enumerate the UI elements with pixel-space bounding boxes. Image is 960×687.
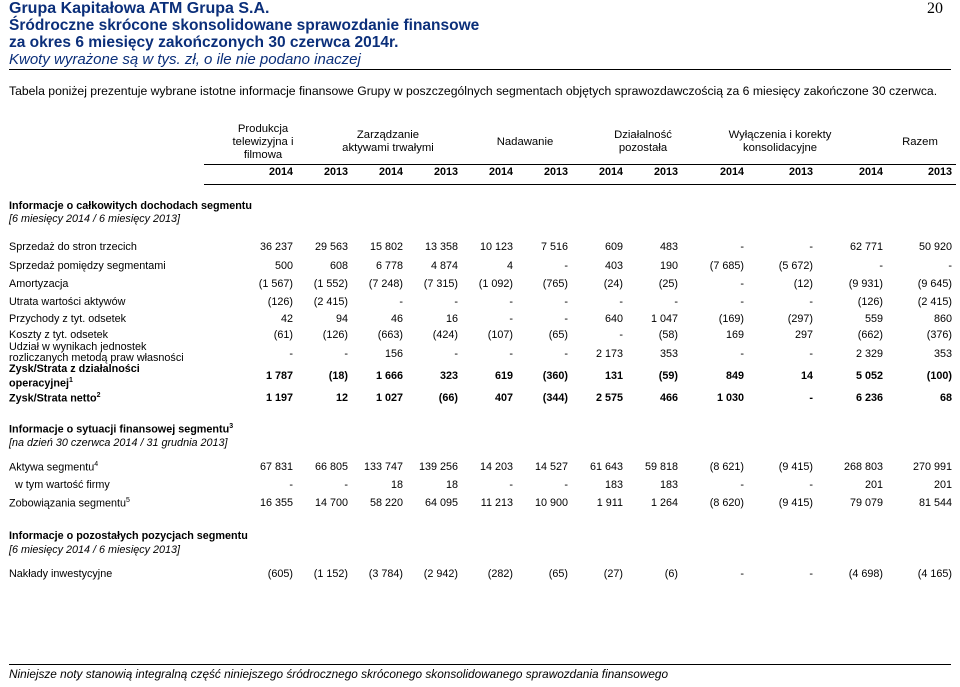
year-label: 2014 [488, 166, 513, 178]
table-cell: 183 [604, 479, 623, 491]
table-cell: 190 [659, 260, 678, 272]
table-cell: - [809, 392, 813, 404]
row-label [9, 278, 68, 290]
footnote-mark: 4 [94, 461, 99, 468]
table-cell: 6 778 [375, 260, 403, 272]
table-cell: 201 [864, 479, 883, 491]
table-cell: (8 620) [709, 497, 744, 509]
table-cell: 169 [725, 329, 744, 341]
row-label [9, 342, 184, 364]
table-cell: (7 685) [709, 260, 744, 272]
row-label-text: Amortyzacja [9, 278, 69, 290]
table-cell: 42 [280, 313, 293, 325]
table-cell: (344) [542, 392, 568, 404]
table-cell: - [809, 296, 813, 308]
row-label-text: Zysk/Strata z działalności [9, 363, 140, 375]
row-label-text: Utrata wartości aktywów [9, 296, 126, 308]
table-cell: - [509, 479, 513, 491]
table-cell: 1 911 [596, 497, 623, 509]
table-cell: 13 358 [424, 241, 458, 253]
table-cell: - [454, 348, 458, 360]
table-cell: 59 818 [644, 461, 678, 473]
table-cell: - [674, 296, 678, 308]
table-cell: (9 931) [848, 278, 883, 290]
table-cell: 1 030 [716, 392, 744, 404]
row-label [9, 497, 130, 510]
table-cell: - [740, 568, 744, 580]
table-cell: - [740, 296, 744, 308]
table-cell: (7 248) [368, 278, 403, 290]
year-label: 2013 [653, 166, 678, 178]
column-header-broadcasting: Nadawanie [496, 135, 554, 148]
table-cell: 58 220 [369, 497, 403, 509]
year-header-row [0, 166, 960, 180]
row-label-text: w tym wartość firmy [15, 479, 110, 491]
company-name: Grupa Kapitałowa ATM Grupa S.A. [9, 0, 270, 17]
table-cell: - [740, 348, 744, 360]
units-note: Kwoty wyrażone są w tys. zł, o ile nie podano inaczej [9, 51, 361, 68]
table-cell: 1 787 [265, 370, 293, 382]
table-cell: - [809, 348, 813, 360]
table-cell: 81 544 [918, 497, 952, 509]
table-cell: - [809, 568, 813, 580]
page-header [9, 0, 951, 70]
row-label-text: Sprzedaż pomiędzy segmentami [9, 260, 166, 272]
table-cell: 64 095 [424, 497, 458, 509]
table-row [0, 313, 960, 327]
footnote-mark: 1 [69, 377, 73, 384]
header-rule-top [204, 164, 956, 165]
table-cell: 183 [659, 479, 678, 491]
table-cell: - [564, 260, 568, 272]
table-cell: 1 047 [650, 313, 678, 325]
table-cell: 79 079 [849, 497, 883, 509]
footnote-mark: 5 [126, 497, 130, 504]
row-label [9, 329, 108, 341]
table-cell: 14 700 [314, 497, 348, 509]
table-cell: - [289, 479, 293, 491]
table-cell: (4 698) [848, 568, 883, 580]
table-cell: (24) [603, 278, 623, 290]
table-cell: (18) [328, 370, 348, 382]
table-cell: 46 [390, 313, 403, 325]
table-cell: 18 [445, 479, 458, 491]
table-row [0, 392, 960, 406]
year-label: 2013 [433, 166, 458, 178]
table-cell: 10 123 [479, 241, 513, 253]
column-header-total: Razem [902, 135, 938, 148]
row-label [9, 568, 112, 580]
table-cell: (765) [542, 278, 568, 290]
column-header-eliminations: Wyłączenia i korekty konsolidacyjne [728, 129, 832, 154]
table-cell: - [509, 348, 513, 360]
table-cell: 323 [439, 370, 458, 382]
table-cell: (107) [487, 329, 513, 341]
table-cell: 483 [659, 241, 678, 253]
table-cell: (2 415) [313, 296, 348, 308]
footnote-mark: 2 [96, 392, 101, 399]
table-cell: 133 747 [363, 461, 403, 473]
table-cell: 4 [506, 260, 513, 272]
table-row [0, 278, 960, 292]
table-row [0, 568, 960, 582]
table-cell: (9 415) [778, 497, 813, 509]
table-cell: - [399, 296, 403, 308]
table-cell: (1 567) [258, 278, 293, 290]
table-cell: (66) [438, 392, 458, 404]
table-cell: - [619, 296, 623, 308]
year-label: 2014 [268, 166, 293, 178]
year-label: 2014 [598, 166, 623, 178]
table-cell: 16 [445, 313, 458, 325]
table-cell: 11 213 [480, 497, 513, 509]
row-label [9, 241, 137, 253]
footer-rule [9, 664, 951, 665]
footer-note: Niniejsze noty stanowią integralną część niniejszego śródrocznego skróconego skonsolidowanego sprawozdania finansowego [9, 667, 669, 681]
table-cell: (1 092) [478, 278, 513, 290]
column-header-other: Działalność pozostała [614, 129, 672, 154]
table-cell: - [740, 278, 744, 290]
row-label [9, 461, 98, 474]
table-cell: 353 [659, 348, 678, 360]
year-label: 2014 [378, 166, 403, 178]
table-row [0, 461, 960, 475]
page-number: 20 [927, 0, 943, 17]
table-cell: 66 805 [314, 461, 348, 473]
row-label-text: Zobowiązania segmentu [9, 497, 127, 510]
table-cell: 36 237 [259, 241, 293, 253]
table-cell: 29 563 [314, 241, 348, 253]
table-cell: 18 [390, 479, 403, 491]
section-title-other-items: Informacje o pozostałych pozycjach segmentu [9, 530, 248, 542]
table-cell: (126) [857, 296, 883, 308]
row-label-text-line2: rozliczanych metodą praw własności [9, 352, 184, 364]
table-cell: 201 [933, 479, 952, 491]
table-cell: 1 027 [375, 392, 403, 404]
table-cell: 62 771 [849, 241, 883, 253]
table-cell: 353 [933, 348, 952, 360]
table-cell: (1 152) [313, 568, 348, 580]
table-cell: 139 256 [418, 461, 458, 473]
table-cell: (61) [273, 329, 293, 341]
table-cell: (663) [377, 329, 403, 341]
table-cell: (58) [658, 329, 678, 341]
table-cell: (297) [787, 313, 813, 325]
row-label-text: Sprzedaż do stron trzecich [9, 241, 137, 253]
table-cell: (5 672) [778, 260, 813, 272]
column-header-asset-management: Zarządzanie aktywami trwałymi [342, 129, 434, 154]
table-row [0, 363, 960, 390]
year-label: 2013 [323, 166, 348, 178]
table-cell: (27) [603, 568, 623, 580]
row-label [9, 296, 125, 308]
table-cell: (2 415) [917, 296, 952, 308]
table-cell: - [809, 241, 813, 253]
table-cell: 407 [494, 392, 513, 404]
table-cell: 849 [725, 370, 744, 382]
table-cell: (605) [267, 568, 293, 580]
table-cell: (424) [432, 329, 458, 341]
table-cell: 2 575 [595, 392, 623, 404]
table-cell: 68 [939, 392, 952, 404]
table-cell: (360) [542, 370, 568, 382]
year-label: 2013 [927, 166, 952, 178]
row-label-text: Zysk/Strata netto [9, 392, 97, 405]
table-cell: (1 552) [313, 278, 348, 290]
table-cell: (59) [658, 370, 678, 382]
table-cell: - [948, 260, 952, 272]
section-subtitle-income: [6 miesięcy 2014 / 6 miesięcy 2013] [9, 213, 181, 225]
section-title-income: Informacje o całkowitych dochodach segmentu [9, 200, 252, 212]
table-cell: - [509, 296, 513, 308]
table-cell: 2 329 [855, 348, 883, 360]
row-label [9, 260, 166, 272]
table-cell: (4 165) [917, 568, 952, 580]
table-cell: 860 [933, 313, 952, 325]
report-title: Śródroczne skrócone skonsolidowane sprawozdanie finansowe [9, 17, 480, 34]
table-cell: 15 802 [369, 241, 403, 253]
column-header-production: Produkcja telewizyjna i filmowa [232, 122, 294, 161]
year-label: 2014 [719, 166, 744, 178]
section-subtitle-other-items: [6 miesięcy 2014 / 6 miesięcy 2013] [9, 544, 181, 556]
table-cell: 466 [659, 392, 678, 404]
table-cell: (8 621) [709, 461, 744, 473]
table-cell: (12) [793, 278, 813, 290]
section-subtitle-financial-position: [na dzień 30 czerwca 2014 / 31 grudnia 2013] [9, 437, 228, 449]
table-cell: (9 645) [917, 278, 952, 290]
table-cell: (9 415) [778, 461, 813, 473]
table-cell: (7 315) [423, 278, 458, 290]
table-cell: 10 900 [534, 497, 568, 509]
table-cell: 131 [604, 370, 623, 382]
table-cell: (282) [487, 568, 513, 580]
table-cell: (65) [548, 568, 568, 580]
table-cell: 7 516 [540, 241, 568, 253]
table-cell: 50 920 [918, 241, 952, 253]
row-label [9, 364, 140, 390]
table-cell: (662) [857, 329, 883, 341]
row-label-text: Aktywa segmentu [9, 461, 95, 474]
table-cell: - [454, 296, 458, 308]
table-row [0, 479, 960, 493]
table-cell: 6 236 [855, 392, 883, 404]
row-label [9, 313, 126, 325]
table-row [0, 497, 960, 511]
table-cell: - [564, 313, 568, 325]
table-cell: (169) [718, 313, 744, 325]
table-cell: - [344, 348, 348, 360]
table-cell: 67 831 [259, 461, 293, 473]
table-cell: 268 803 [843, 461, 883, 473]
table-cell: - [809, 479, 813, 491]
row-label-text: Koszty z tyt. odsetek [9, 329, 109, 341]
table-cell: 1 666 [375, 370, 403, 382]
table-cell: 2 173 [595, 348, 623, 360]
table-cell: (65) [548, 329, 568, 341]
intro-text: Tabela poniżej prezentuje wybrane istotne informacje finansowe Grupy w poszczególnych segmentach objętych sprawozdawczością za 6 miesięcy zakończone 30 czerwca. [9, 84, 938, 98]
table-cell: 403 [604, 260, 623, 272]
row-label-text: Nakłady inwestycyjne [9, 568, 113, 580]
row-label [15, 479, 110, 491]
table-cell: 608 [329, 260, 348, 272]
row-label-text: Przychody z tyt. odsetek [9, 313, 127, 325]
table-cell: 270 991 [912, 461, 952, 473]
table-cell: (25) [658, 278, 678, 290]
year-label: 2014 [858, 166, 883, 178]
table-cell: 619 [494, 370, 513, 382]
table-cell: - [289, 348, 293, 360]
row-label [9, 392, 101, 405]
table-cell: 16 355 [259, 497, 293, 509]
table-cell: (126) [267, 296, 293, 308]
table-cell: (2 942) [423, 568, 458, 580]
table-cell: 14 203 [479, 461, 513, 473]
row-label-text-line2: operacyjnej [9, 377, 70, 390]
table-cell: (100) [926, 370, 952, 382]
table-cell: 61 643 [589, 461, 623, 473]
year-label: 2013 [543, 166, 568, 178]
row-label-text: Udział w wynikach jednostek [9, 341, 147, 353]
header-rule-bottom [204, 184, 956, 185]
year-label: 2013 [788, 166, 813, 178]
table-cell: - [564, 296, 568, 308]
table-cell: 5 052 [855, 370, 883, 382]
table-cell: - [879, 260, 883, 272]
table-cell: - [564, 348, 568, 360]
section-title-financial-position: Informacje o sytuacji finansowej segmentu$^3$ [9, 423, 234, 436]
table-cell: - [619, 329, 623, 341]
table-row [0, 260, 960, 274]
table-cell: 640 [604, 313, 623, 325]
table-cell: 500 [274, 260, 293, 272]
table-row [0, 241, 960, 255]
table-cell: (3 784) [368, 568, 403, 580]
table-cell: 14 527 [534, 461, 568, 473]
table-cell: 609 [604, 241, 623, 253]
table-cell: (6) [664, 568, 678, 580]
table-cell: - [509, 313, 513, 325]
table-row [0, 341, 960, 364]
table-cell: 1 264 [650, 497, 678, 509]
table-cell: 156 [384, 348, 403, 360]
report-period: za okres 6 miesięcy zakończonych 30 czerwca 2014r. [9, 34, 399, 51]
table-cell: - [740, 479, 744, 491]
table-cell: (126) [322, 329, 348, 341]
table-row [0, 296, 960, 310]
table-cell: 4 874 [430, 260, 458, 272]
table-cell: 94 [335, 313, 348, 325]
table-cell: (376) [926, 329, 952, 341]
table-cell: 559 [864, 313, 883, 325]
table-cell: - [344, 479, 348, 491]
table-cell: - [564, 479, 568, 491]
table-cell: 297 [794, 329, 813, 341]
table-cell: - [740, 241, 744, 253]
footnote-mark: 3 [229, 423, 234, 430]
table-cell: 14 [800, 370, 813, 382]
table-cell: 1 197 [265, 392, 293, 404]
table-cell: 12 [335, 392, 348, 404]
